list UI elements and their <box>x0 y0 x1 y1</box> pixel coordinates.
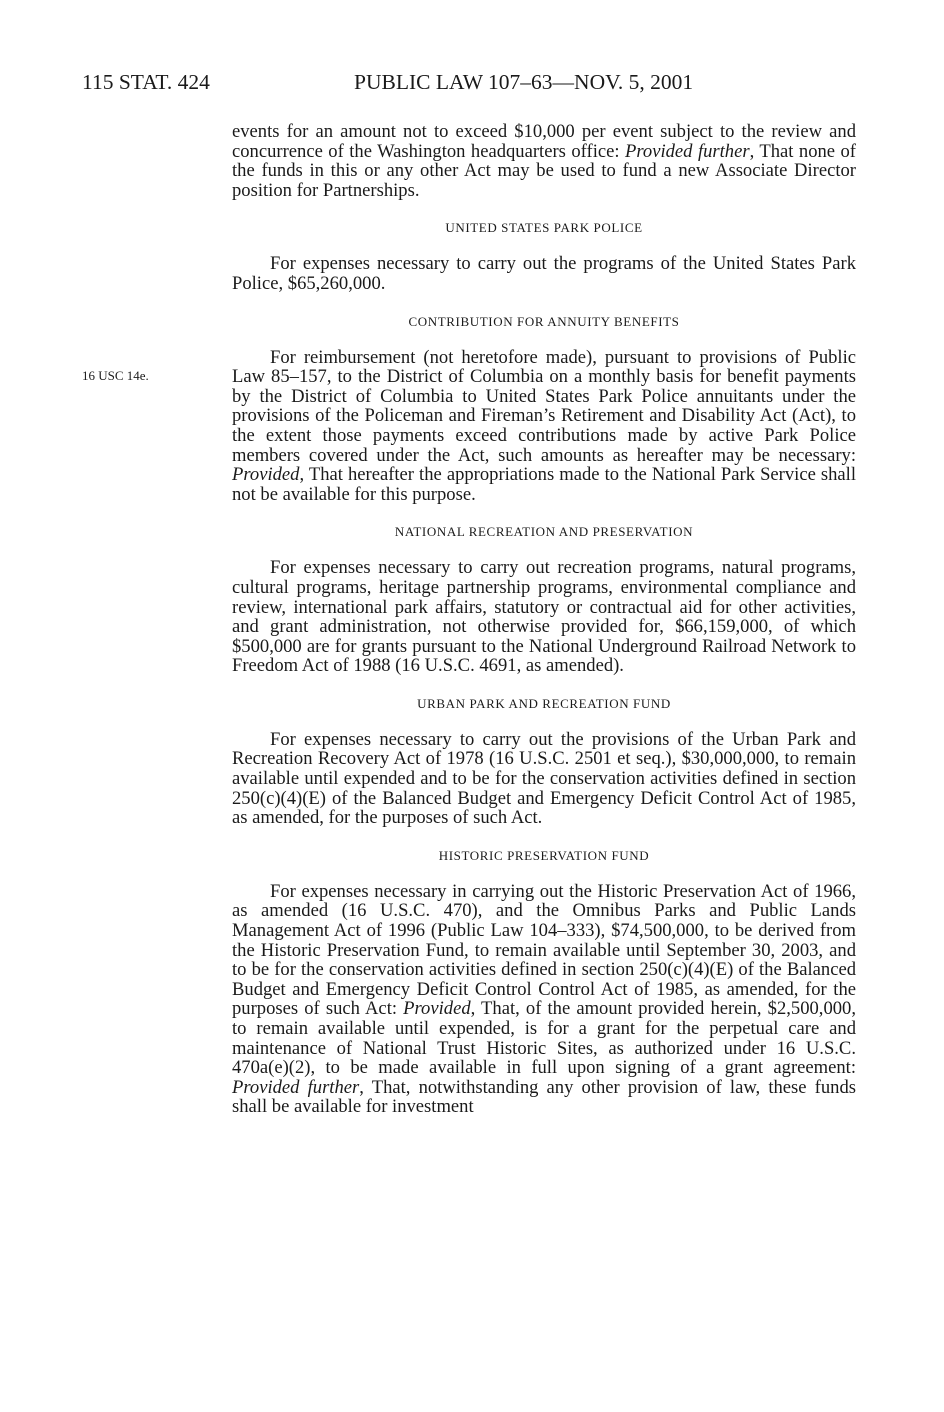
historic-proviso-1: Provided <box>403 998 471 1020</box>
historic-paragraph <box>232 882 856 1117</box>
section-heading-park-police: UNITED STATES PARK POLICE <box>445 220 643 236</box>
recreation-paragraph: For expenses necessary to carry out recreation programs, natural programs, cultural programs, heritage partnership programs, environmental compliance and review, international park affairs, statutory or contractual aid for other activities, and grant administration, not otherwise provided for, $66,159,000, of which $500,000 are for grants pursuant to the National Underground Railroad Network to Freedom Act of 1988 (16 U.S.C. 4691, as amended). <box>232 557 856 677</box>
park-police-paragraph: For expenses necessary to carry out the programs of the United States Park Police, $65,260,000. <box>232 253 856 294</box>
annuity-text-2: , That hereafter the appropriations made to the National Park Service shall not be available for this purpose. <box>232 464 856 505</box>
section-heading-urban: URBAN PARK AND RECREATION FUND <box>417 695 671 711</box>
annuity-paragraph <box>232 348 856 505</box>
annuity-proviso: Provided <box>232 464 300 486</box>
historic-text-2: , That, of the amount provided herein, $2,500,000, to remain available until expended, is for a grant for the perpetual care and maintenance of National Trust Historic Sites, as authorized under 16 U.S.C. 470a(e)(2), to be made available in full upon signing of a grant agreement: <box>232 998 856 1079</box>
section-heading-annuity: CONTRIBUTION FOR ANNUITY BENEFITS <box>408 313 680 329</box>
section-heading-recreation: NATIONAL RECREATION AND PRESERVATION <box>394 524 694 540</box>
annuity-text-1: For reimbursement (not heretofore made), pursuant to provisions of Public Law 85–157, to the District of Columbia on a monthly basis for benefit payments by the District of Columbia to United States Park Police annuitants under the provisions of the Policeman and Fireman’s Retirement and Disability Act (Act), to the extent those payments exceed contributions made by active Park Police members covered under the Act, such amounts as hereafter may be necessary: <box>232 346 856 466</box>
body-column <box>232 122 856 1117</box>
intro-paragraph <box>232 122 856 200</box>
historic-text-1: For expenses necessary in carrying out the Historic Preservation Act of 1966, as amended (16 U.S.C. 470), and the Omnibus Parks and Public Lands Management Act of 1996 (Public Law 104–333), $74,500,000, to be derived from the Historic Preservation Fund, to remain available until September 30, 2003, and to be for the conservation activities defined in section 250(c)(4)(E) of the Balanced Budget and Emergency Deficit Control Control Act of 1985, as amended, for the purposes of such Act: <box>232 880 856 1020</box>
section-heading-historic: HISTORIC PRESERVATION FUND <box>438 847 650 863</box>
stat-page-number: 115 STAT. 424 <box>82 70 210 94</box>
page-header <box>82 70 862 100</box>
intro-text-2: , That none of the funds in this or any other Act may be used to fund a new Associate Director position for Partnerships. <box>232 140 856 201</box>
intro-text-1: events for an amount not to exceed $10,000 per event subject to the review and concurrence of the Washington headquarters office: <box>232 121 856 162</box>
intro-proviso: Provided further <box>625 140 750 162</box>
public-law-title: PUBLIC LAW 107–63—NOV. 5, 2001 <box>354 70 694 94</box>
historic-proviso-2: Provided further <box>232 1076 360 1098</box>
urban-paragraph: For expenses necessary to carry out the provisions of the Urban Park and Recreation Recovery Act of 1978 (16 U.S.C. 2501 et seq.), $30,000,000, to remain available until expended and to be for the conservation activities defined in section 250(c)(4)(E) of the Balanced Budget and Emergency Deficit Control Act of 1985, as amended, for the purposes of such Act. <box>232 728 856 829</box>
margin-citation: 16 USC 14e. <box>82 368 149 383</box>
historic-text-3: , That, notwithstanding any other provision of law, these funds shall be available for investment <box>232 1076 856 1118</box>
